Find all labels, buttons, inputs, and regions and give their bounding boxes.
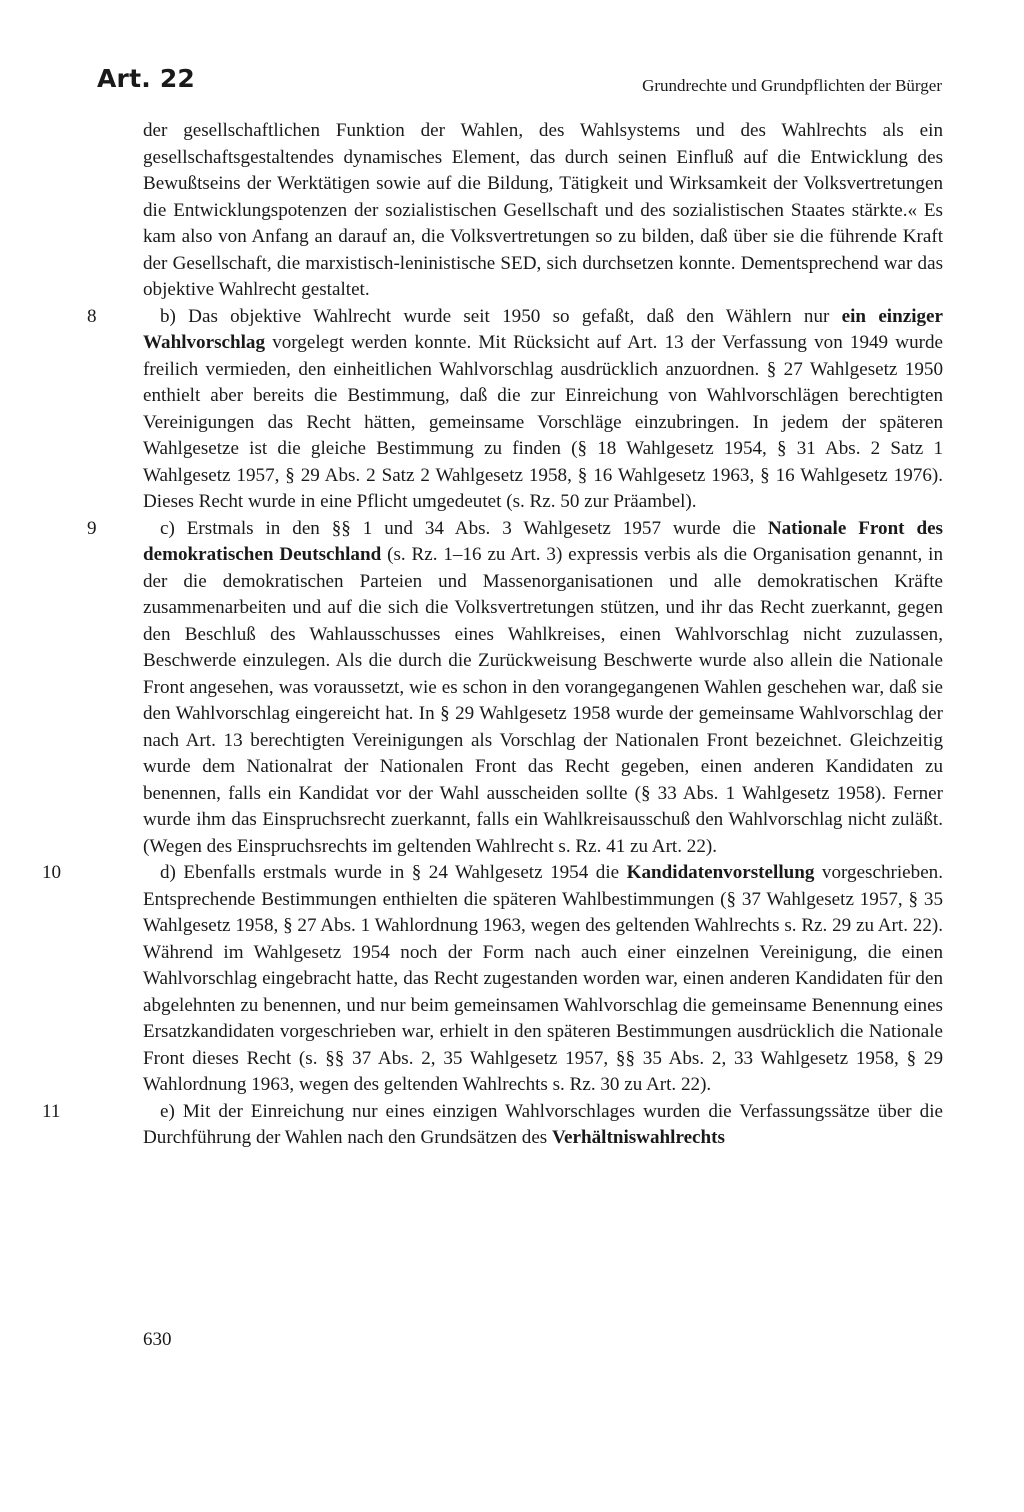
paragraph-rz-9 — [87, 516, 943, 861]
margin-number: 10 — [42, 862, 62, 883]
text-segment: der gesellschaftlichen Funktion der Wahlen, des Wahlsystems und des Wahlrechts als ein gesellschaftsgestaltendes dynamisches Element, das durch seinen Einfluß auf die Entwicklung des Bewußtseins der Werktätigen sowie auf die Bildung, Tätigkeit und Wirksamkeit der Volksvertretungen die Entwicklungspotenzen der sozialistischen Gesellschaft und des sozialistischen Staates stärkte.« Es kam also von Anfang an darauf an, die Volksvertretungen so zu bilden, daß über sie die führende Kraft der Gesellschaft, die marxistisch-leninistische SED, sich durchsetzen konnte. Dementsprechend war das objektive Wahlrecht gestaltet. — [143, 120, 943, 300]
text-segment: e) Mit der Einreichung nur eines einzigen Wahlvorschlages wurden die Verfassungssätze über die Durchführung der Wahlen nach den Grundsätzen des — [143, 1100, 943, 1148]
body-text — [42, 118, 943, 1152]
paragraph-rz-10 — [42, 860, 943, 1099]
page-number: 630 — [143, 1329, 172, 1350]
text-segment: b) Das objektive Wahlrecht wurde seit 1950 so gefaßt, daß den Wählern nur — [160, 305, 842, 327]
margin-number: 9 — [87, 517, 97, 539]
text-segment: vorgeschrieben. Entsprechende Bestimmungen enthielten die späteren Wahlbestimmungen (§ 37 Wahlgesetz 1957, § 35 Wahlgesetz 1958, § 27 Abs. 1 Wahlordnung 1963, wegen des geltenden Wahlrechts s. Rz. 29 zu Art. 22). Während im Wahlgesetz 1954 noch der Form nach auch einer einzelnen Vereinigung, die einen Wahlvorschlag eingebracht hatte, das Recht zugestanden worden war, einen anderen Kandidaten für den abgelehnten zu benennen, und nur beim gemeinsamen Wahlvorschlag die gemeinsame Benennung eines Ersatzkandidaten vorgeschrieben war, erhielt in den späteren Bestimmungen ausdrücklich die Nationale Front dieses Recht (s. §§ 37 Abs. 2, 35 Wahlgesetz 1957, §§ 35 Abs. 2, 33 Wahlgesetz 1958, § 29 Wahlordnung 1963, wegen des geltenden Wahlrechts s. Rz. 30 zu Art. 22). — [143, 862, 943, 1095]
text-segment: (s. Rz. 1–16 zu Art. 3) expressis verbis als die Organisation genannt, in der die demokratischen Parteien und Massenorganisationen und alle demokratischen Kräfte zusammenarbeiten und auf die sich die Volksvertretungen stützen, und ihr das Recht zuerkannt, gegen den Beschluß des Wahlausschusses eines Wahlkreises, einen Wahlvorschlag nicht zuzulassen, Beschwerde einzulegen. Als die durch die Zurückweisung Beschwerte wurde also allein die Nationale Front angesehen, was voraussetzt, wie es schon in den vorangegangenen Wahlen geschehen war, daß sie den Wahlvorschlag eingereicht hat. In § 29 Wahlgesetz 1958 wurde der gemeinsame Wahlvorschlag der nach Art. 13 berechtigten Vereinigungen als Vorschlag der Nationalen Front bezeichnet. Gleichzeitig wurde dem Nationalrat der Nationalen Front das Recht gegeben, einen anderen Kandidaten zu benennen, falls ein Kandidat vor der Wahl ausscheiden sollte (§ 33 Abs. 1 Wahlgesetz 1958). Ferner wurde ihm das Einspruchsrecht zuerkannt, falls ein Wahlkreisausschuß den Wahlvorschlag nicht zuläßt. (Wegen des Einspruchsrechts im geltenden Wahlrecht s. Rz. 41 zu Art. 22). — [143, 544, 943, 857]
running-header-title: Grundrechte und Grundpflichten der Bürger — [642, 76, 942, 95]
text-segment: c) Erstmals in den §§ 1 und 34 Abs. 3 Wahlgesetz 1957 wurde die — [160, 517, 768, 539]
margin-number: 8 — [87, 305, 97, 327]
paragraph-rz-8 — [87, 304, 943, 516]
bold-term: Kandidatenvorstellung — [626, 862, 815, 883]
paragraph-rz-11 — [42, 1099, 943, 1152]
margin-number: 11 — [42, 1100, 61, 1122]
text-segment: vorgelegt werden konnte. Mit Rücksicht auf Art. 13 der Verfassung von 1949 wurde freilich vermieden, den einheitlichen Wahlvorschlag ausdrücklich anzuordnen. § 27 Wahlgesetz 1950 enthielt aber bereits die Bestimmung, daß die zur Einreichung von Wahlvorschlägen berechtigten Vereinigungen das Recht hätten, gemeinsame Vorschläge einzubringen. In jedem der späteren Wahlgesetze ist die gleiche Bestimmung zu finden (§ 18 Wahlgesetz 1954, § 31 Abs. 2 Satz 1 Wahlgesetz 1957, § 29 Abs. 2 Satz 2 Wahlgesetz 1958, § 16 Wahlgesetz 1963, § 16 Wahlgesetz 1976). Dieses Recht wurde in eine Pflicht umgedeutet (s. Rz. 50 zur Präambel). — [143, 332, 943, 512]
article-heading: Art. 22 — [97, 64, 196, 93]
paragraph-continuation — [143, 118, 943, 304]
bold-term: Nationale Front des demokratischen Deutschland — [143, 517, 943, 565]
bold-term: Verhältniswahlrechts — [552, 1127, 725, 1148]
bold-term: ein einziger Wahlvorschlag — [143, 305, 943, 353]
text-segment: d) Ebenfalls erstmals wurde in § 24 Wahlgesetz 1954 die — [160, 862, 627, 883]
